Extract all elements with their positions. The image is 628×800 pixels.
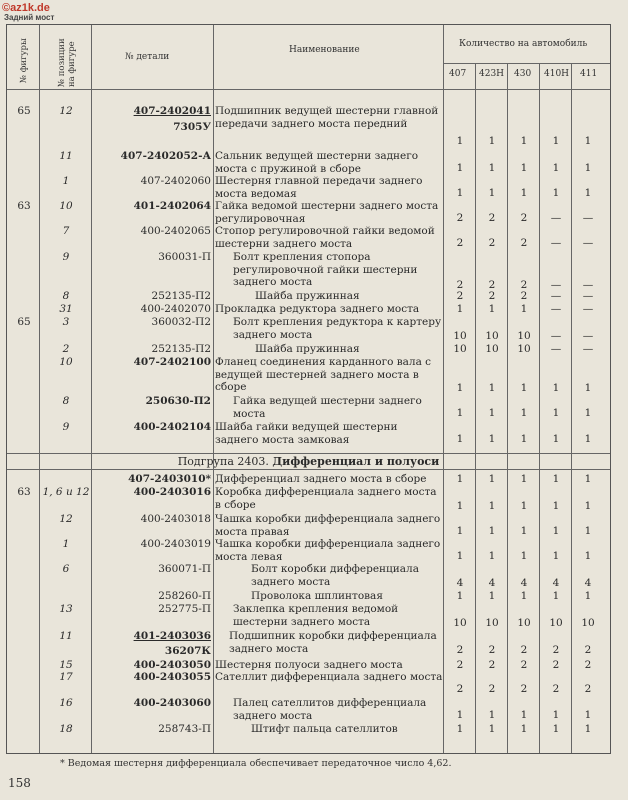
part-name: Сальник ведущей шестерни заднего моста с пружиной в сборе: [215, 150, 419, 175]
qty-430: 1: [520, 709, 528, 721]
qty-423n: 1: [488, 723, 496, 735]
qty-410n: 1: [552, 550, 560, 562]
qty-423n: 1: [488, 303, 496, 315]
pos-cell: 8: [62, 290, 70, 302]
qty-410n: 4: [552, 577, 560, 589]
part-name: Подшипник ведущей шестерни главной передачи заднего моста передний: [215, 105, 439, 130]
qty-411: 1: [584, 473, 592, 485]
subgroup-title: Дифференциал и полуоси: [272, 455, 440, 468]
qty-407: 10: [453, 330, 467, 342]
qty-423n: 1: [488, 709, 496, 721]
qty-407: 1: [456, 382, 464, 394]
qty-410n: —: [550, 303, 562, 315]
part-number: 407-2403010*: [128, 473, 211, 485]
qty-410n: 1: [552, 709, 560, 721]
qty-410n: 1: [552, 382, 560, 394]
part-number-alt: 7305У: [173, 121, 211, 133]
qty-410n: 1: [552, 187, 560, 199]
running-head: Задний мост: [4, 13, 55, 22]
part-number: 400-2402070: [140, 303, 211, 315]
part-number: 400-2403055: [133, 671, 211, 683]
qty-430: 1: [520, 500, 528, 512]
part-number: 252775-П: [158, 603, 211, 615]
qty-423n: 2: [488, 659, 496, 671]
qty-407: 1: [456, 500, 464, 512]
qty-423n: 2: [488, 279, 496, 291]
qty-411: 10: [581, 617, 595, 629]
header-model-410n: 410Н: [544, 69, 570, 79]
qty-423n: 1: [488, 187, 496, 199]
part-name: Сателлит дифференциала заднего моста: [215, 671, 443, 683]
pos-cell: 10: [59, 200, 73, 212]
part-name: Чашка коробки дифференциала заднего моста правая: [215, 513, 441, 538]
qty-407: 1: [456, 590, 464, 602]
fig-cell: 65: [17, 105, 31, 117]
qty-407: 1: [456, 187, 464, 199]
pos-cell: 8: [62, 395, 70, 407]
qty-411: 1: [584, 723, 592, 735]
qty-407: 2: [456, 683, 464, 695]
part-number: 250630-П2: [145, 395, 211, 407]
qty-411: 4: [584, 577, 592, 589]
qty-411: —: [582, 290, 594, 302]
header-qty: Количество на автомобиль: [459, 39, 588, 49]
part-number: 400-2403016: [133, 486, 211, 498]
qty-411: 1: [584, 709, 592, 721]
qty-407: 1: [456, 433, 464, 445]
pos-cell: 15: [59, 659, 73, 671]
qty-407: 1: [456, 473, 464, 485]
qty-423n: 2: [488, 212, 496, 224]
qty-423n: 10: [485, 617, 499, 629]
pos-cell: 3: [62, 316, 70, 328]
pos-cell: 9: [62, 421, 70, 433]
part-name: Дифференциал заднего моста в сборе: [215, 473, 427, 485]
qty-430: 1: [520, 550, 528, 562]
qty-411: 1: [584, 162, 592, 174]
qty-430: 2: [520, 659, 528, 671]
qty-407: 1: [456, 407, 464, 419]
part-name: Коробка дифференциала заднего моста в сборе: [215, 486, 437, 511]
qty-430: 2: [520, 237, 528, 249]
header-pos: № позиции на фигуре: [57, 38, 77, 87]
qty-410n: —: [550, 237, 562, 249]
part-name: Фланец соединения карданного вала с ведущей шестерней заднего моста в сборе: [215, 356, 432, 394]
qty-411: 1: [584, 550, 592, 562]
footnote: * Ведомая шестерня дифференциала обеспечивает передаточное число 4,62.: [60, 758, 452, 769]
part-number-alt: 36207К: [164, 645, 211, 657]
qty-407: 1: [456, 525, 464, 537]
part-number: 400-2403019: [140, 538, 211, 550]
header-name: Наименование: [289, 45, 360, 55]
qty-407: 2: [456, 644, 464, 656]
qty-423n: 10: [485, 343, 499, 355]
part-name: Гайка ведомой шестерни заднего моста регулировочная: [215, 200, 439, 225]
part-name: Болт коробки дифференциала заднего моста: [251, 563, 419, 588]
qty-430: 1: [520, 162, 528, 174]
header-fig: № фигуры: [19, 38, 29, 83]
pos-cell: 11: [59, 150, 73, 162]
part-number: 400-2402065: [140, 225, 211, 237]
qty-410n: 2: [552, 644, 560, 656]
pos-cell: 12: [59, 513, 73, 525]
qty-411: —: [582, 237, 594, 249]
qty-430: 1: [520, 590, 528, 602]
qty-411: 1: [584, 590, 592, 602]
pos-cell: 10: [59, 356, 73, 368]
qty-430: 4: [520, 577, 528, 589]
qty-423n: 1: [488, 500, 496, 512]
part-name: Проволока шплинтовая: [251, 590, 383, 602]
qty-410n: 1: [552, 433, 560, 445]
part-name: Шайба пружинная: [255, 343, 360, 355]
qty-410n: —: [550, 212, 562, 224]
qty-430: 2: [520, 212, 528, 224]
qty-410n: 1: [552, 723, 560, 735]
qty-423n: 4: [488, 577, 496, 589]
qty-407: 4: [456, 577, 464, 589]
qty-430: 1: [520, 723, 528, 735]
parts-table: [6, 24, 611, 754]
fig-cell: 63: [17, 200, 31, 212]
qty-407: 1: [456, 550, 464, 562]
qty-407: 1: [456, 135, 464, 147]
qty-423n: 2: [488, 290, 496, 302]
qty-423n: 1: [488, 525, 496, 537]
qty-407: 2: [456, 659, 464, 671]
qty-411: 1: [584, 187, 592, 199]
qty-410n: —: [550, 279, 562, 291]
qty-411: 1: [584, 500, 592, 512]
page-number: 158: [8, 776, 31, 790]
qty-407: 1: [456, 303, 464, 315]
qty-430: 2: [520, 644, 528, 656]
pos-cell: 17: [59, 671, 73, 683]
qty-411: 1: [584, 433, 592, 445]
part-number: 407-2402052-А: [120, 150, 211, 162]
subgroup-prefix: Подгрупа 2403.: [177, 455, 269, 468]
qty-430: 2: [520, 683, 528, 695]
pos-cell: 1: [62, 175, 70, 187]
part-name: Шайба пружинная: [255, 290, 360, 302]
qty-410n: 1: [552, 525, 560, 537]
part-number: 407-2402041: [133, 105, 211, 117]
qty-411: 1: [584, 407, 592, 419]
part-name: Болт крепления стопора регулировочной гайки шестерни заднего моста: [233, 251, 418, 289]
part-name: Гайка ведущей шестерни заднего моста: [233, 395, 422, 420]
header-model-423n: 423Н: [479, 69, 505, 79]
qty-407: 1: [456, 162, 464, 174]
qty-411: —: [582, 330, 594, 342]
part-number: 401-2402064: [133, 200, 211, 212]
qty-430: 1: [520, 303, 528, 315]
pos-cell: 18: [59, 723, 73, 735]
qty-411: —: [582, 343, 594, 355]
qty-423n: 1: [488, 382, 496, 394]
part-number: 400-2402104: [133, 421, 211, 433]
qty-430: 2: [520, 290, 528, 302]
qty-407: 10: [453, 617, 467, 629]
qty-410n: —: [550, 330, 562, 342]
header-model-430: 430: [514, 69, 532, 79]
part-name: Шестерня полуоси заднего моста: [215, 659, 403, 671]
pos-cell: 11: [59, 630, 73, 642]
part-name: Подшипник коробки дифференциала заднего моста: [229, 630, 437, 655]
qty-410n: 1: [552, 135, 560, 147]
qty-407: 2: [456, 237, 464, 249]
pos-cell: 2: [62, 343, 70, 355]
pos-cell: 31: [59, 303, 73, 315]
part-name: Прокладка редуктора заднего моста: [215, 303, 420, 315]
qty-411: —: [582, 279, 594, 291]
part-name: Шестерня главной передачи заднего моста ведомая: [215, 175, 423, 200]
qty-411: 2: [584, 683, 592, 695]
qty-423n: 1: [488, 433, 496, 445]
part-name: Чашка коробки дифференциала заднего моста левая: [215, 538, 441, 563]
part-number: 407-2402100: [133, 356, 211, 368]
part-name: Заклепка крепления ведомой шестерни заднего моста: [233, 603, 399, 628]
qty-411: 1: [584, 135, 592, 147]
pos-cell: 13: [59, 603, 73, 615]
qty-410n: 2: [552, 683, 560, 695]
subgroup-heading: [7, 455, 610, 468]
qty-430: 10: [517, 343, 531, 355]
qty-430: 1: [520, 433, 528, 445]
part-number: 252135-П2: [151, 290, 211, 302]
qty-423n: 1: [488, 162, 496, 174]
part-number: 401-2403036: [133, 630, 211, 642]
part-name: Штифт пальца сателлитов: [251, 723, 398, 735]
part-number: 360032-П2: [151, 316, 211, 328]
qty-430: 1: [520, 382, 528, 394]
qty-430: 1: [520, 135, 528, 147]
part-name: Стопор регулировочной гайки ведомой шестерни заднего моста: [215, 225, 435, 250]
part-number: 400-2403018: [140, 513, 211, 525]
qty-423n: 1: [488, 473, 496, 485]
qty-411: 1: [584, 382, 592, 394]
pos-cell: 6: [62, 563, 70, 575]
header-model-411: 411: [580, 69, 598, 79]
part-name: Болт крепления редуктора к картеру заднего моста: [233, 316, 442, 341]
qty-430: 1: [520, 407, 528, 419]
part-number: 407-2402060: [140, 175, 211, 187]
pos-cell: 16: [59, 697, 73, 709]
qty-411: 1: [584, 525, 592, 537]
qty-411: —: [582, 212, 594, 224]
qty-423n: 1: [488, 590, 496, 602]
fig-cell: 65: [17, 316, 31, 328]
qty-411: 2: [584, 659, 592, 671]
pos-cell: 7: [62, 225, 70, 237]
header-model-407: 407: [449, 69, 467, 79]
qty-423n: 2: [488, 237, 496, 249]
qty-410n: 2: [552, 659, 560, 671]
qty-407: 2: [456, 290, 464, 302]
table-row: [7, 630, 610, 660]
qty-410n: 1: [552, 407, 560, 419]
qty-430: 10: [517, 330, 531, 342]
pos-cell: 1: [62, 538, 70, 550]
qty-410n: 1: [552, 162, 560, 174]
qty-423n: 1: [488, 407, 496, 419]
qty-410n: 1: [552, 590, 560, 602]
part-number: 360071-П: [158, 563, 211, 575]
part-number: 400-2403060: [133, 697, 211, 709]
qty-430: 1: [520, 525, 528, 537]
qty-407: 1: [456, 709, 464, 721]
part-number: 252135-П2: [151, 343, 211, 355]
part-number: 400-2403050: [133, 659, 211, 671]
pos-cell: 1, 6 и 12: [42, 486, 90, 498]
pos-cell: 9: [62, 251, 70, 263]
qty-407: 1: [456, 723, 464, 735]
qty-423n: 1: [488, 135, 496, 147]
qty-407: 2: [456, 279, 464, 291]
part-number: 360031-П: [158, 251, 211, 263]
qty-410n: 1: [552, 473, 560, 485]
qty-423n: 2: [488, 683, 496, 695]
qty-410n: —: [550, 343, 562, 355]
part-number: 258743-П: [158, 723, 211, 735]
watermark: ©az1k.de: [2, 2, 50, 14]
table-row: [7, 105, 610, 153]
qty-423n: 1: [488, 550, 496, 562]
qty-410n: 1: [552, 500, 560, 512]
qty-407: 10: [453, 343, 467, 355]
qty-423n: 2: [488, 644, 496, 656]
pos-cell: 12: [59, 105, 73, 117]
qty-407: 2: [456, 212, 464, 224]
part-number: 258260-П: [158, 590, 211, 602]
qty-423n: 10: [485, 330, 499, 342]
qty-411: 2: [584, 644, 592, 656]
header-part: № детали: [125, 52, 170, 62]
qty-430: 10: [517, 617, 531, 629]
qty-430: 2: [520, 279, 528, 291]
qty-410n: 10: [549, 617, 563, 629]
qty-430: 1: [520, 187, 528, 199]
part-name: Палец сателлитов дифференциала заднего моста: [233, 697, 427, 722]
qty-410n: —: [550, 290, 562, 302]
qty-430: 1: [520, 473, 528, 485]
part-name: Шайба гайки ведущей шестерни заднего моста замковая: [215, 421, 398, 446]
qty-411: —: [582, 303, 594, 315]
fig-cell: 63: [17, 486, 31, 498]
